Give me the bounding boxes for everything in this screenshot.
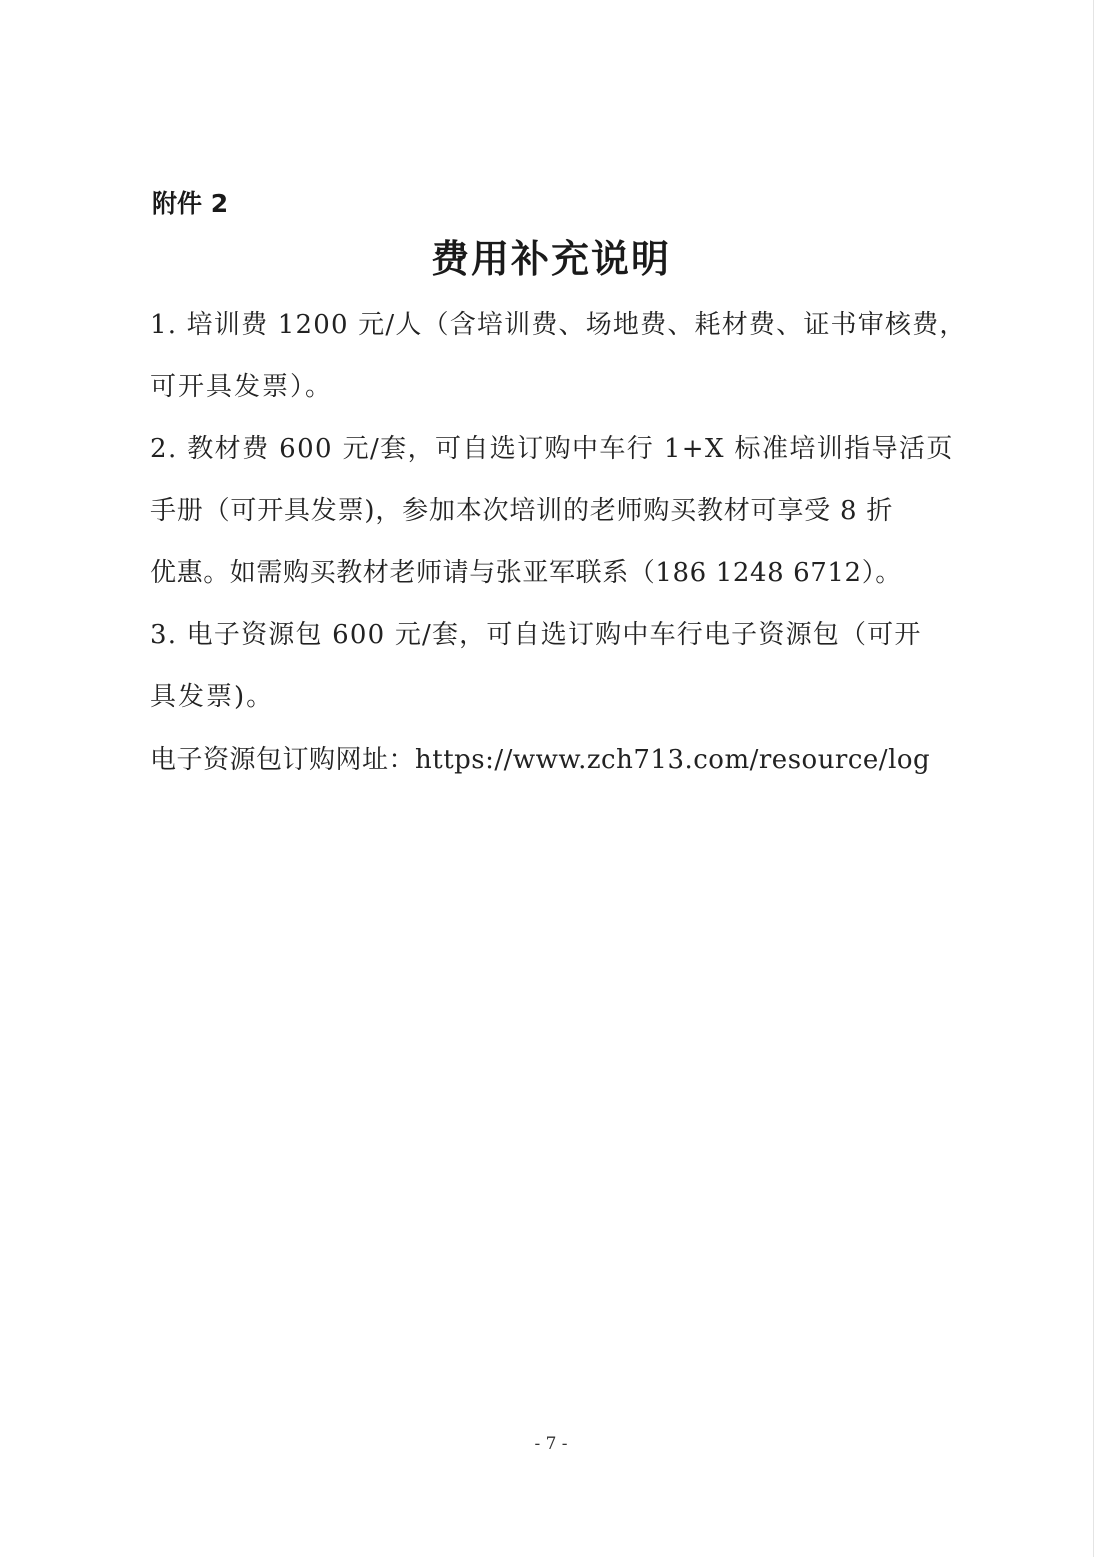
body-line-4: 手册（可开具发票)，参加本次培训的老师购买教材可享受 8 折 (150, 496, 894, 526)
body-line-2: 可开具发票）。 (150, 372, 334, 402)
body-line-3: 2. 教材费 600 元/套，可自选订购中车行 1+X 标准培训指导活页 (150, 434, 954, 464)
body-line-5: 优惠。如需购买教材老师请与张亚军联系（186 1248 6712）。 (150, 558, 902, 588)
resource-url-line: 电子资源包订购网址：https://www.zch713.com/resource/log (150, 745, 931, 775)
body-line-1: 1. 培训费 1200 元/人（含培训费、场地费、耗材费、证书审核费， (150, 310, 967, 340)
body-line-6: 3. 电子资源包 600 元/套，可自选订购中车行电子资源包（可开 (150, 620, 922, 650)
page-number: - 7 - (534, 1434, 568, 1454)
attachment-label: 附件 2 (152, 189, 229, 218)
body-line-7: 具发票)。 (150, 682, 275, 712)
document-title: 费用补充说明 (430, 236, 671, 281)
